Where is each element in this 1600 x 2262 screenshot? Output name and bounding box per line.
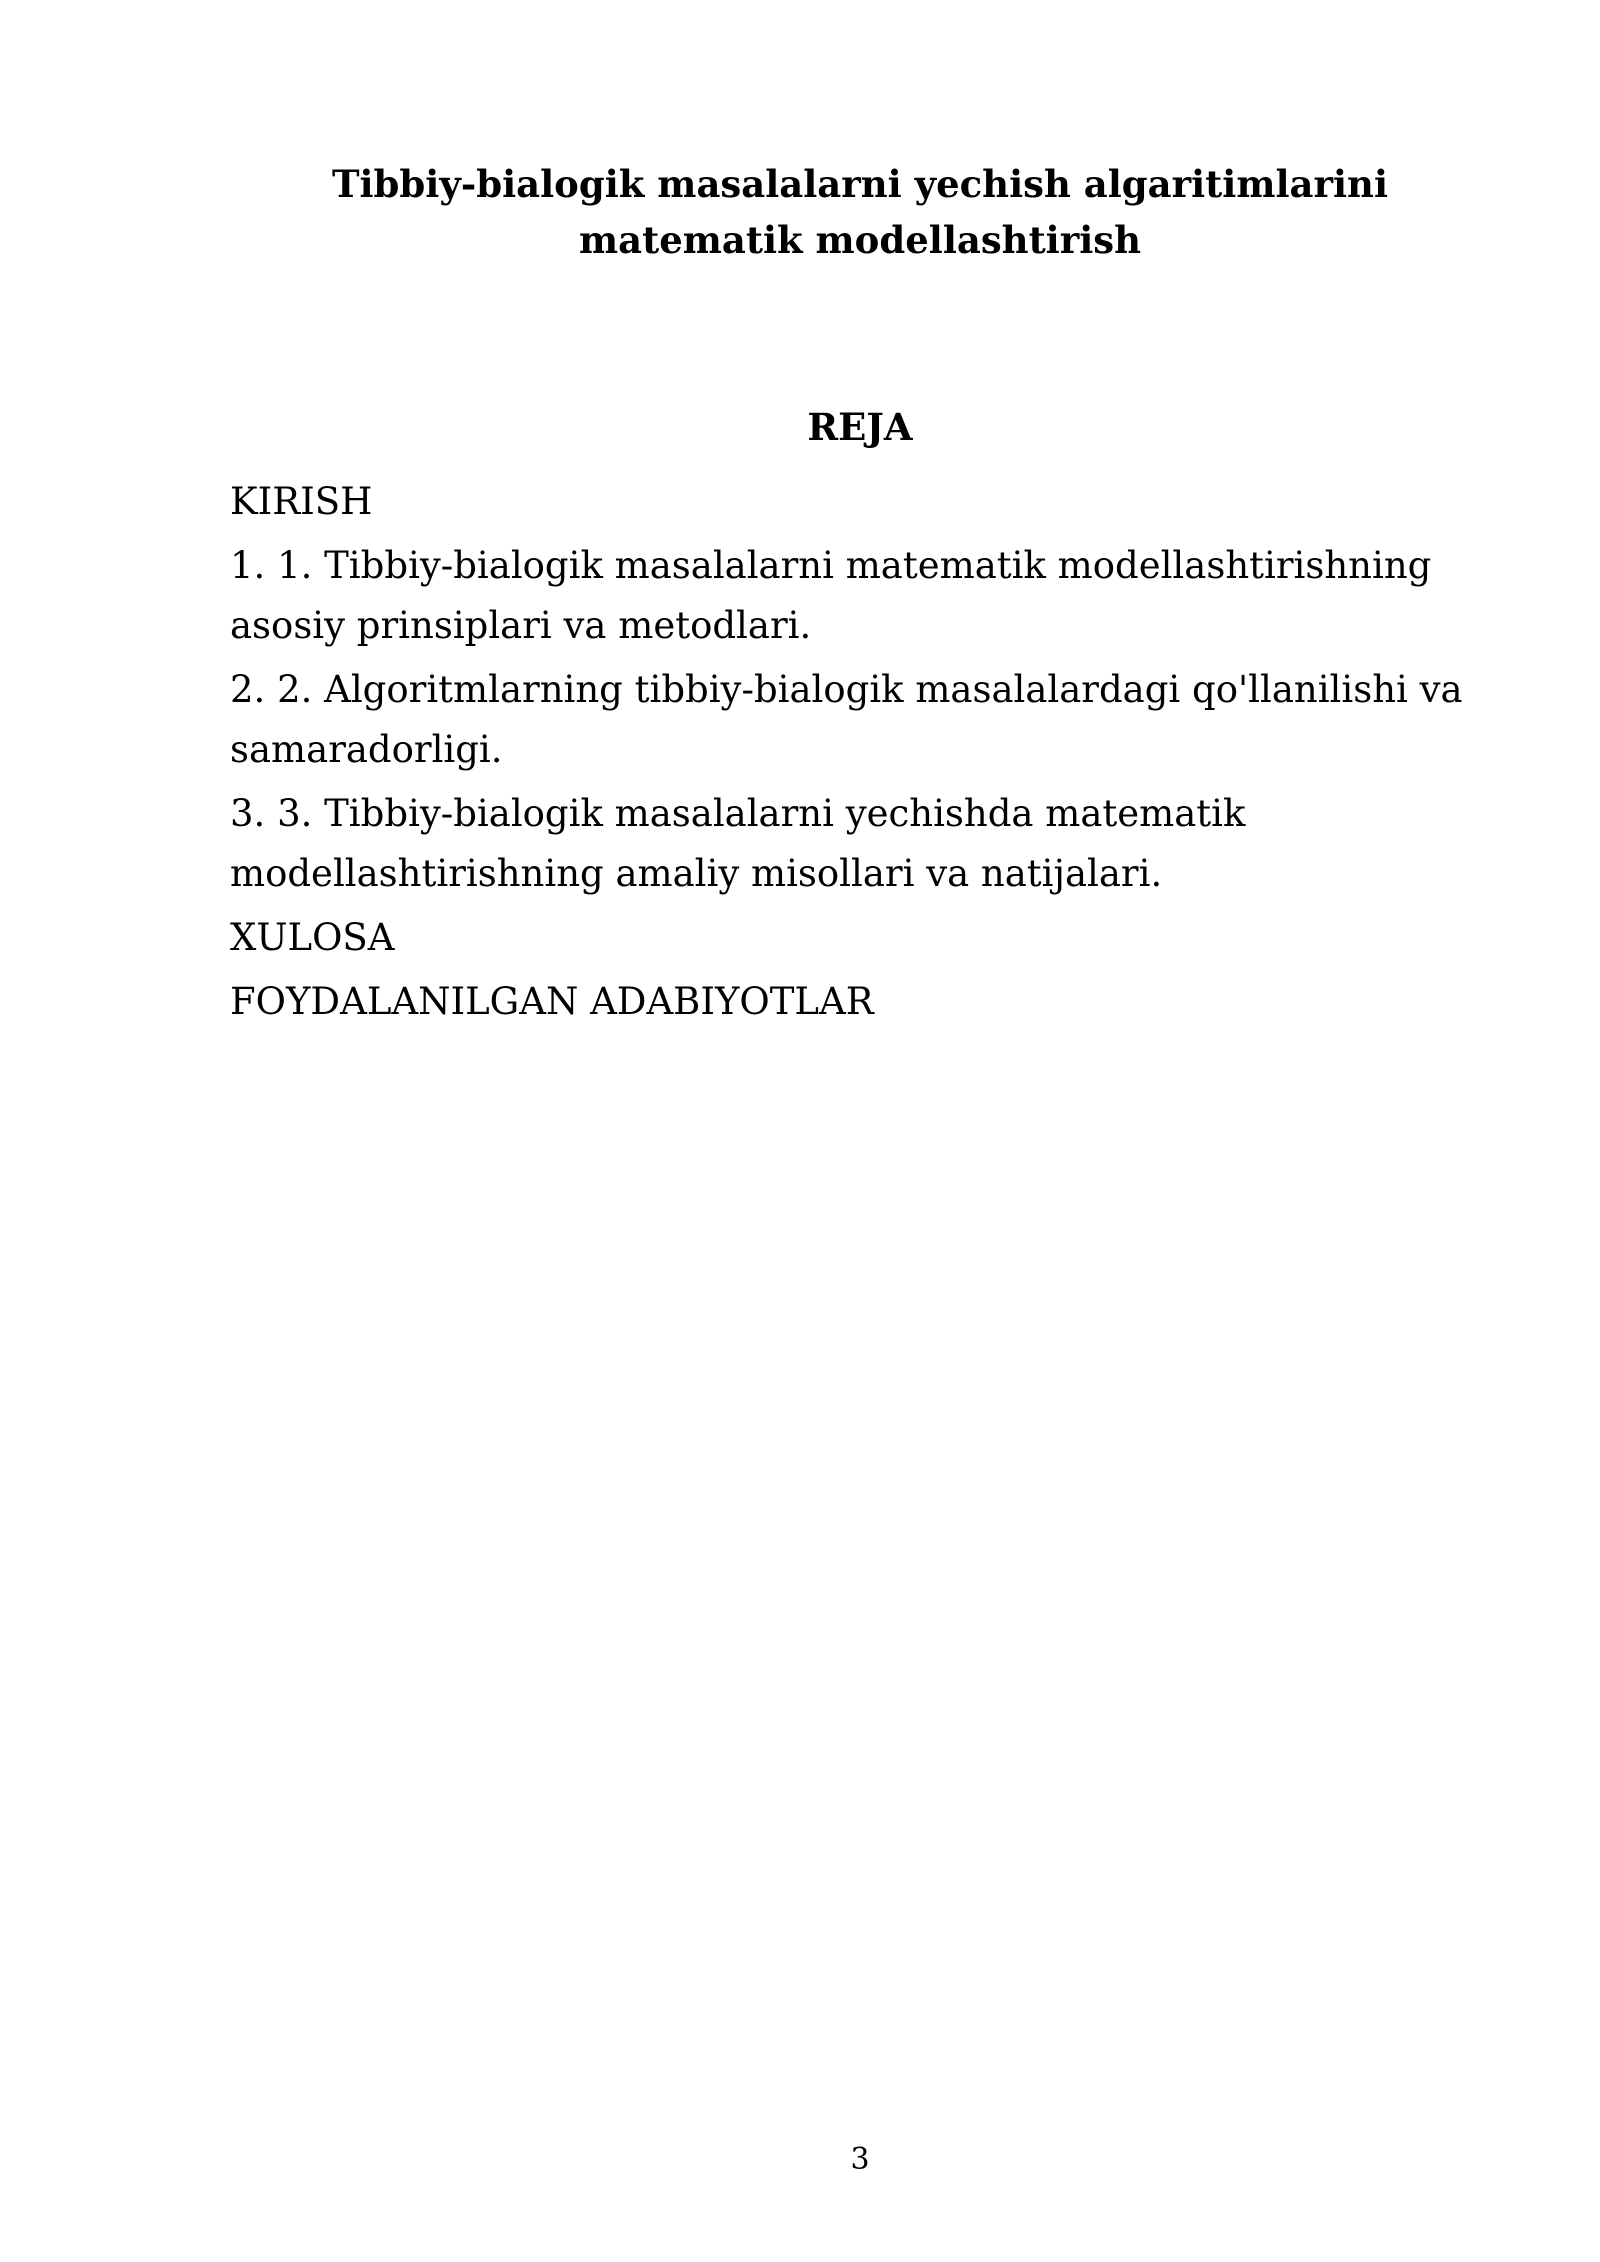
document-title-line-2: matematik modellashtirish [578, 218, 1142, 262]
toc-item-introduction: KIRISH [230, 480, 373, 523]
toc-item-section-3: 3. 3. Tibbiy-bialogik masalalarni yechishda matematik modellashtirishning amaliy misollari va natijalari. [230, 792, 1246, 895]
plan-heading: REJA [807, 405, 913, 449]
page-number: 3 [850, 2142, 870, 2177]
toc-item-references: FOYDALANILGAN ADABIYOTLAR [230, 980, 874, 1023]
document-title [230, 156, 1490, 268]
toc-item-section-1: 1. 1. Tibbiy-bialogik masalalarni matematik modellashtirishning asosiy prinsiplari va metodlari. [230, 544, 1432, 647]
table-of-contents [230, 472, 1530, 1036]
toc-item-conclusion: XULOSA [230, 916, 395, 959]
document-title-line-1: Tibbiy-bialogik masalalarni yechish algaritimlarini [331, 162, 1389, 206]
toc-item-section-2: 2. 2. Algoritmlarning tibbiy-bialogik masalalardagi qo'llanilishi va samaradorligi. [230, 668, 1463, 771]
